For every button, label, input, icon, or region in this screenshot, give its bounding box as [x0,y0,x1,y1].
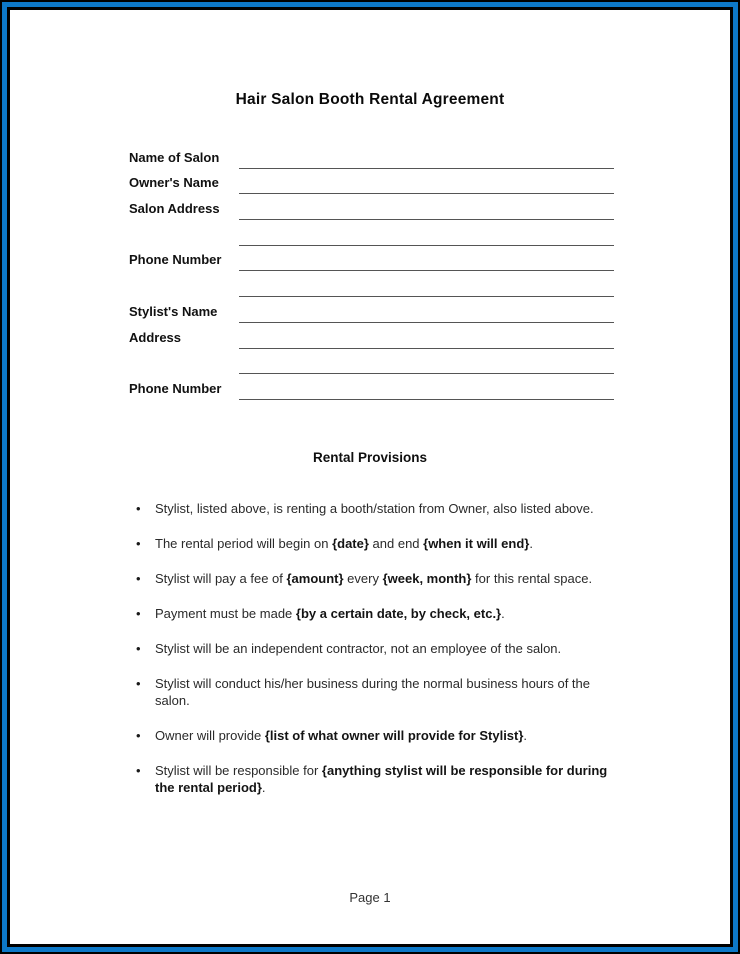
bullet-icon: • [136,606,141,621]
provision-text [155,605,614,622]
placeholder-text: {anything stylist will be responsible for during the rental period} [155,763,608,795]
form-row [129,246,614,272]
form-fill-line[interactable] [239,143,614,169]
provision-item [136,640,614,657]
provision-item [136,570,614,587]
body-text: . [529,536,533,551]
form-row [129,169,614,195]
provision-item [136,762,614,796]
form-fill-line[interactable] [239,323,614,349]
body-text: every [343,571,383,586]
form-field-label [129,242,239,246]
form-field-label: Address [129,329,182,345]
page-border-band [2,2,738,952]
form-field-label: Salon Address [129,201,220,217]
document-title: Hair Salon Booth Rental Agreement [235,91,505,108]
body-text: . [261,780,266,795]
provision-item [136,500,614,517]
provision-text [155,762,614,796]
body-text: and end [368,536,424,551]
body-text: Stylist, listed above, is renting a booth/station from Owner, also listed above. [155,501,594,516]
form-row [129,374,614,400]
form-field-label: Name of Salon [129,149,220,165]
page-border-inner [7,7,733,947]
form-field-label [129,293,239,297]
bullet-icon: • [136,763,141,778]
body-text: Stylist will be an independent contractor, not an employee of the salon. [155,641,562,656]
provision-text [155,675,614,709]
provision-item [136,727,614,744]
provision-item [136,605,614,622]
placeholder-text: {amount} [286,571,344,586]
body-text: Stylist will pay a fee of [155,571,287,586]
form-fill-line[interactable] [239,169,614,195]
provision-text [155,500,614,517]
bullet-icon: • [136,676,141,691]
placeholder-text: {when it will end} [423,536,530,551]
provision-text [155,535,614,552]
provision-text [155,727,614,744]
document-page [10,10,730,944]
form-row [129,143,614,169]
form-fill-line[interactable] [239,349,614,375]
bullet-icon: • [136,728,141,743]
form-fill-line[interactable] [239,220,614,246]
body-text: Stylist will conduct his/her business during the normal business hours of the salon. [155,676,590,708]
provisions-list [136,500,614,814]
form-field-label: Stylist's Name [129,303,218,319]
placeholder-text: {list of what owner will provide for Stylist} [264,728,524,743]
form-row [129,323,614,349]
salon-form [129,143,614,400]
body-text: . [523,728,528,743]
form-row [129,271,614,297]
provision-text [155,640,614,657]
body-text: Owner will provide [155,728,265,743]
placeholder-text: {week, month} [382,571,472,586]
provision-item [136,535,614,552]
bullet-icon: • [136,536,141,551]
form-fill-line[interactable] [239,297,614,323]
body-text: Stylist will be responsible for [155,763,322,778]
body-text: for this rental space. [471,571,593,586]
form-field-label [129,370,239,374]
bullet-icon: • [136,571,141,586]
provision-item [136,675,614,709]
form-row [129,297,614,323]
body-text: The rental period will begin on [155,536,333,551]
form-row [129,220,614,246]
form-row [129,349,614,375]
placeholder-text: {date} [332,536,369,551]
form-row [129,194,614,220]
page-number: Page 1 [349,890,391,905]
provision-text [155,570,614,587]
bullet-icon: • [136,501,141,516]
bullet-icon: • [136,641,141,656]
form-field-label: Phone Number [129,252,222,268]
body-text: . [501,606,505,621]
form-fill-line[interactable] [239,194,614,220]
form-fill-line[interactable] [239,246,614,272]
form-fill-line[interactable] [239,374,614,400]
placeholder-text: {by a certain date, by check, etc.} [295,606,502,621]
form-field-label: Phone Number [129,380,222,396]
form-fill-line[interactable] [239,271,614,297]
body-text: Payment must be made [155,606,296,621]
section-heading: Rental Provisions [312,450,428,465]
form-field-label: Owner's Name [129,175,219,191]
